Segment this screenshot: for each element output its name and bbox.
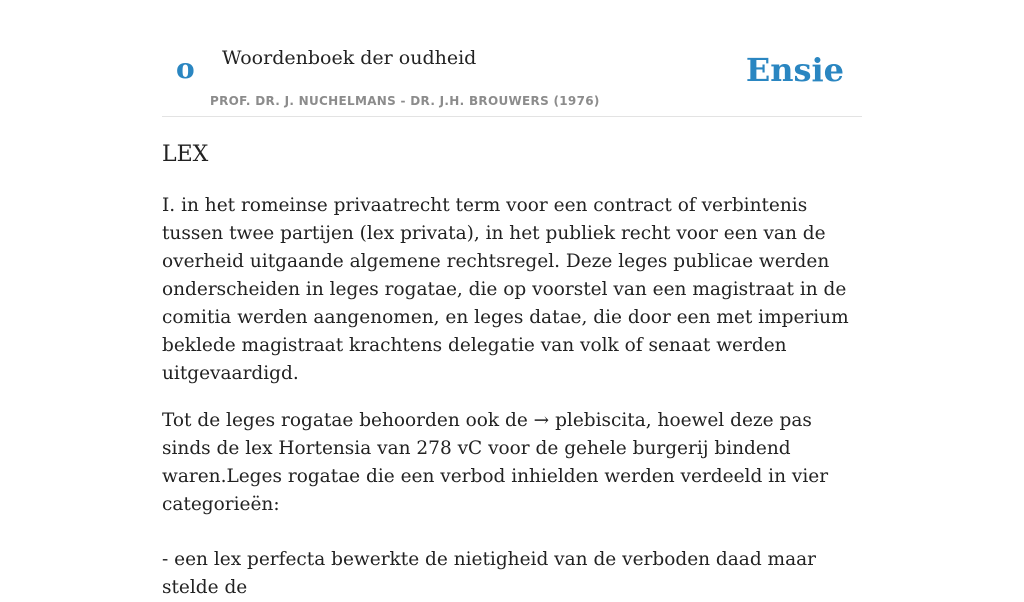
entry-content [162, 136, 862, 602]
entry-paragraph-2 [162, 407, 862, 519]
book-authors: PROF. DR. J. NUCHELMANS - DR. J.H. BROUWERS (1976) [210, 94, 600, 108]
paragraph-2-text-end: , hoewel deze pas sinds de lex Hortensia van 278 vC voor de gehele burgerij bindend waren.Leges rogatae die een verbod inhielden werden verdeeld in vier categorieën: [162, 410, 829, 515]
entry-term: LEX [162, 142, 209, 167]
ensie-brand-link[interactable]: Ensie [745, 51, 844, 89]
entry-paragraph-3: - een lex perfecta bewerkte de nietigheid van de verboden daad maar stelde de [162, 549, 817, 598]
dictionary-header [162, 0, 862, 117]
entry-paragraph-1: I. in het romeinse privaatrecht term voor een contract of verbintenis tussen twee partijen (lex privata), in het publiek recht voor een van de overheid uitgaande algemene rechtsregel. Deze leges publicae werden onderscheiden in leges rogatae, die op voorstel van een magistraat in de comitia werden aangenomen, en leges datae, die door een met imperium beklede magistraat krachtens delegatie van volk of senaat werden uitgevaardigd. [162, 195, 849, 384]
book-title[interactable]: Woordenboek der oudheid [222, 47, 477, 69]
paragraph-2-text-start: Tot de leges rogatae behoorden ook de [162, 410, 534, 431]
cross-reference-label: plebiscita [555, 410, 646, 431]
cross-reference-plebiscita[interactable] [534, 410, 646, 431]
dictionary-logo[interactable]: o [176, 52, 195, 85]
arrow-right-icon: → [533, 410, 550, 431]
